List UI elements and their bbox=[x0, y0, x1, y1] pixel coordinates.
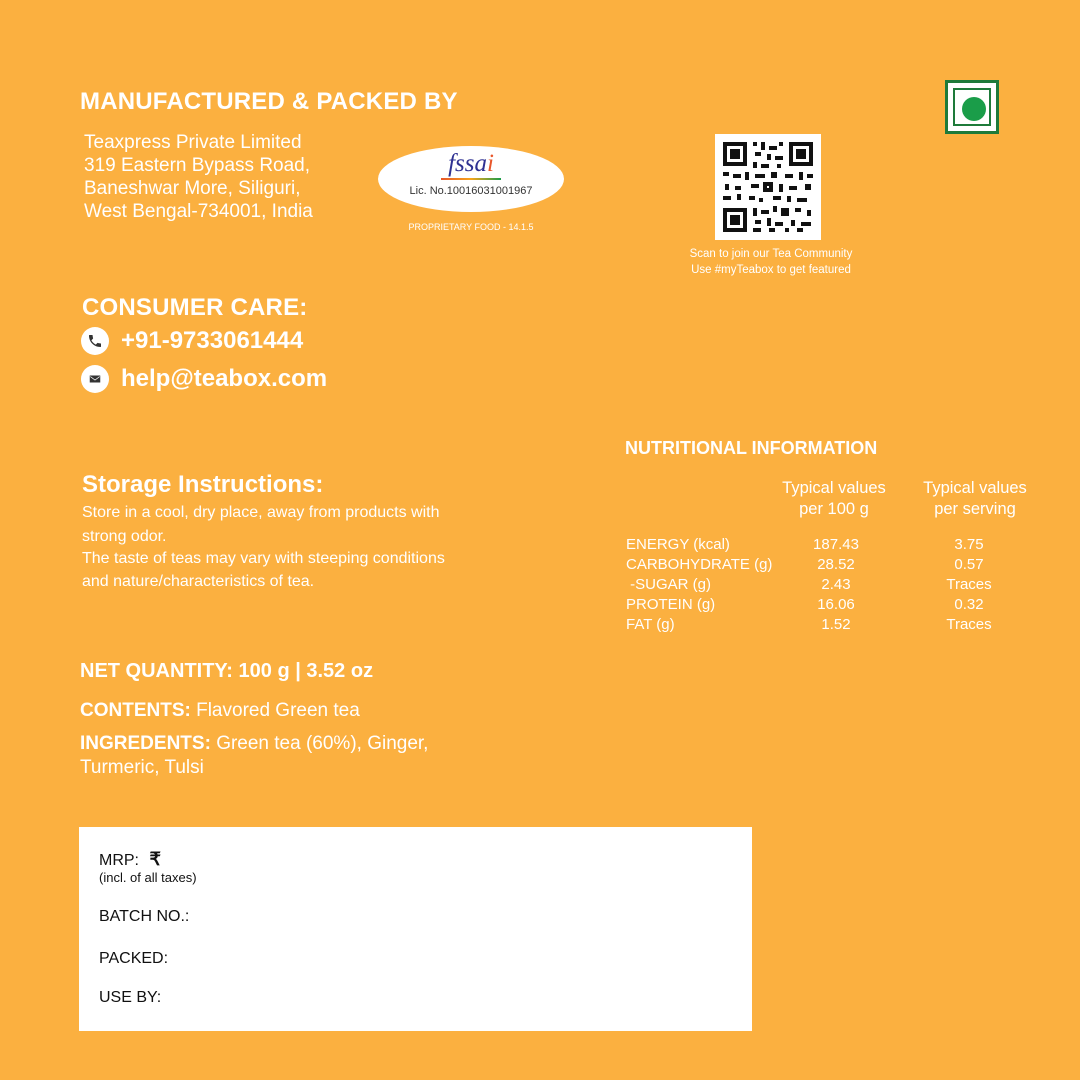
nutrient-per100: 1.52 bbox=[821, 616, 851, 633]
contents-label: CONTENTS: bbox=[80, 700, 191, 721]
address-line: Teaxpress Private Limited bbox=[84, 132, 302, 153]
nutrient-serving: Traces bbox=[946, 616, 992, 633]
storage-heading: Storage Instructions: bbox=[82, 471, 324, 498]
nutrient-name: FAT (g) bbox=[626, 616, 675, 633]
nutrient-per100: 2.43 bbox=[821, 576, 851, 593]
use-by-label: USE BY: bbox=[99, 989, 162, 1006]
address-line: Baneshwar More, Siliguri, bbox=[84, 178, 301, 199]
manufacturer-address bbox=[84, 131, 313, 223]
qr-note bbox=[640, 246, 902, 278]
nutrient-serving: 3.75 bbox=[954, 536, 984, 553]
mrp-note: (incl. of all taxes) bbox=[99, 870, 197, 885]
nutrient-name: -SUGAR (g) bbox=[626, 576, 712, 593]
price-batch-box bbox=[79, 827, 752, 1031]
qr-note-line: Use #myTeabox to get featured bbox=[691, 264, 851, 276]
batch-label: BATCH NO.: bbox=[99, 908, 190, 925]
nutrient-name: PROTEIN (g) bbox=[626, 596, 716, 613]
header-line: per 100 g bbox=[799, 500, 869, 518]
storage-instruction: Store in a cool, dry place, away from products with strong odor. bbox=[82, 504, 440, 545]
packed-label: PACKED: bbox=[99, 950, 169, 967]
header-line: per serving bbox=[934, 500, 1016, 518]
nutrient-serving: 0.32 bbox=[954, 596, 984, 613]
table-row bbox=[626, 595, 1046, 615]
contents bbox=[80, 700, 360, 722]
veg-symbol-icon bbox=[945, 80, 999, 134]
qr-code-icon[interactable] bbox=[715, 134, 821, 240]
fssai-logo: fssai bbox=[378, 150, 564, 180]
phone-number: +91-9733061444 bbox=[121, 327, 304, 354]
nutrient-serving: Traces bbox=[946, 576, 992, 593]
address-line: 319 Eastern Bypass Road, bbox=[84, 155, 311, 176]
nutrition-title: NUTRITIONAL INFORMATION bbox=[625, 438, 878, 458]
table-row bbox=[626, 575, 1046, 595]
table-row bbox=[626, 615, 1046, 635]
table-row bbox=[626, 535, 1046, 555]
qr-note-line: Scan to join our Tea Community bbox=[689, 248, 853, 260]
nutrition-col1-header bbox=[764, 478, 904, 520]
email-address: help@teabox.com bbox=[121, 365, 328, 392]
nutrient-per100: 28.52 bbox=[817, 556, 855, 573]
rupee-symbol: ₹ bbox=[149, 849, 161, 869]
net-quantity-value: 100 g | 3.52 oz bbox=[238, 660, 374, 682]
mail-icon bbox=[81, 365, 109, 393]
ingredients bbox=[80, 732, 460, 780]
table-row bbox=[626, 555, 1046, 575]
nutrient-name: CARBOHYDRATE (g) bbox=[626, 556, 773, 573]
nutrient-name: ENERGY (kcal) bbox=[626, 536, 730, 553]
email-row[interactable] bbox=[81, 365, 327, 393]
header-line: Typical values bbox=[923, 479, 1027, 497]
net-quantity bbox=[80, 660, 373, 683]
fssai-license: Lic. No.10016031001967 bbox=[409, 185, 533, 197]
consumer-care-heading: CONSUMER CARE: bbox=[82, 294, 308, 321]
mrp-row bbox=[99, 849, 161, 870]
nutrient-serving: 0.57 bbox=[954, 556, 984, 573]
nutrient-per100: 16.06 bbox=[817, 596, 855, 613]
nutrient-per100: 187.43 bbox=[813, 536, 859, 553]
nutrition-table bbox=[626, 535, 1046, 635]
net-quantity-label: NET QUANTITY: bbox=[80, 660, 233, 682]
manufacturer-heading: MANUFACTURED & PACKED BY bbox=[80, 88, 458, 115]
phone-icon bbox=[81, 327, 109, 355]
nutrition-col2-header bbox=[905, 478, 1045, 520]
ingredients-value: Green tea (60%), Ginger, Turmeric, Tulsi bbox=[80, 733, 429, 778]
contents-value: Flavored Green tea bbox=[196, 700, 360, 721]
storage-note: The taste of teas may vary with steeping conditions and nature/characteristics of tea. bbox=[82, 550, 445, 590]
ingredients-label: INGREDENTS: bbox=[80, 733, 211, 754]
mrp-label: MRP: bbox=[99, 852, 139, 869]
address-line: West Bengal-734001, India bbox=[84, 201, 313, 222]
header-line: Typical values bbox=[782, 479, 886, 497]
phone-row[interactable] bbox=[81, 327, 303, 355]
fssai-category: PROPRIETARY FOOD - 14.1.5 bbox=[408, 222, 534, 232]
